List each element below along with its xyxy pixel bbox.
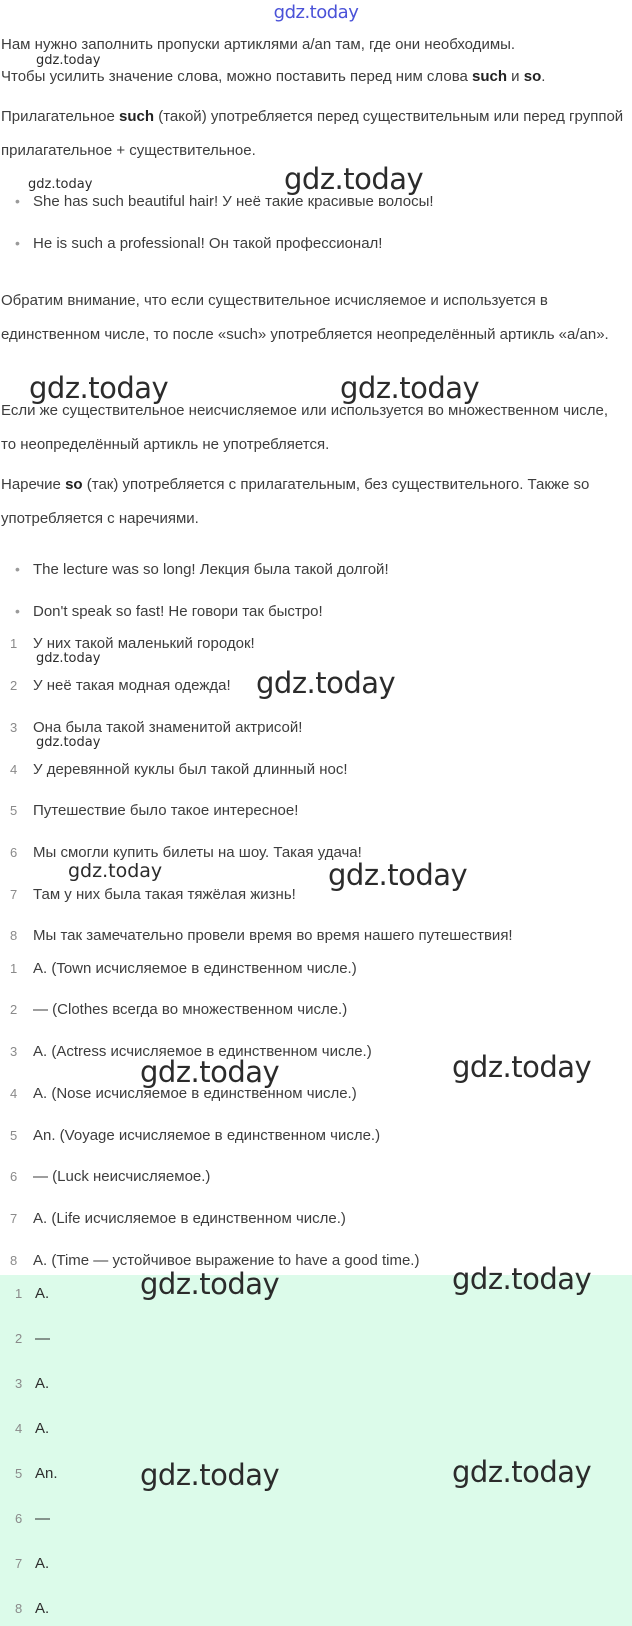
answer-item [15, 1330, 50, 1347]
watermark: gdz.today [256, 666, 396, 700]
translation-item [10, 886, 296, 903]
intro-p2-text: Чтобы усилить значение слова, можно поставить перед ним слова [1, 68, 472, 85]
watermark: gdz.today [36, 53, 101, 68]
bold-so: so [523, 68, 542, 85]
bold-such: such [472, 68, 508, 85]
item-number: 7 [10, 887, 18, 902]
rule-paragraph-2: Если же существительное неисчисляемое или используется во множественном числе, то неопределённый артикль не употребляется. [1, 402, 609, 453]
rule-paragraph-3 [1, 468, 624, 536]
watermark: gdz.today [140, 1267, 280, 1301]
intro-paragraph-1: Нам нужно заполнить пропуски артиклями a/an там, где они необходимы. [1, 36, 516, 53]
answer-item [15, 1555, 49, 1572]
watermark: gdz.today [36, 735, 101, 750]
watermark: gdz.today [284, 162, 424, 196]
answer-item [15, 1375, 49, 1392]
translation-text: Мы так замечательно провели время во время нашего путешествия! [33, 927, 513, 944]
item-number: 7 [15, 1556, 23, 1571]
explanation-item [10, 1168, 210, 1185]
answer-text: A. [35, 1420, 50, 1437]
explanation-item [10, 1210, 346, 1227]
explanation-text: A. (Actress исчисляемое в единственном числе.) [33, 1043, 372, 1060]
item-number: 8 [10, 928, 18, 943]
answer-item [15, 1420, 49, 1437]
translation-text: Мы смогли купить билеты на шоу. Такая удача! [33, 844, 362, 861]
answer-text: A. [35, 1600, 50, 1617]
intro-p2-mid: и [507, 68, 524, 85]
item-number: 2 [15, 1331, 23, 1346]
answer-item [15, 1465, 58, 1482]
bullet-icon: • [15, 235, 20, 251]
explanation-text: — (Clothes всегда во множественном числе.) [33, 1001, 348, 1018]
item-number: 6 [10, 1169, 18, 1184]
rule-p3-text: Наречие [1, 476, 66, 493]
item-number: 8 [10, 1253, 18, 1268]
watermark: gdz.today [452, 1455, 592, 1489]
explanation-text: A. (Town исчисляемое в единственном числе.) [33, 960, 357, 977]
item-number: 2 [10, 678, 18, 693]
item-number: 4 [15, 1421, 23, 1436]
intro-p2-end: . [541, 68, 546, 85]
translation-item [10, 927, 513, 944]
item-number: 3 [15, 1376, 23, 1391]
translation-text: Она была такой знаменитой актрисой! [33, 719, 303, 736]
item-number: 5 [10, 803, 18, 818]
translation-item [10, 719, 302, 736]
answer-text: An. [35, 1465, 58, 1482]
translation-item [10, 802, 298, 819]
item-number: 1 [15, 1286, 23, 1301]
intro-p3-rest: (такой) употребляется перед существительным или перед группой прилагательное + существительное. [1, 108, 624, 159]
example-text: The lecture was so long! Лекция была такой долгой! [33, 561, 389, 578]
item-number: 2 [10, 1002, 18, 1017]
answer-item [15, 1510, 50, 1527]
answer-text: A. [35, 1285, 50, 1302]
watermark: gdz.today [328, 858, 468, 892]
item-number: 7 [10, 1211, 18, 1226]
answer-text: A. [35, 1555, 50, 1572]
explanation-text: A. (Time — устойчивое выражение to have a good time.) [33, 1252, 420, 1269]
watermark: gdz.today [452, 1050, 592, 1084]
bullet-icon: • [15, 193, 20, 209]
item-number: 1 [10, 961, 18, 976]
bullet-icon: • [15, 603, 20, 619]
item-number: 6 [10, 845, 18, 860]
translation-item [10, 844, 362, 861]
translation-item [10, 677, 231, 694]
translation-text: Там у них была такая тяжёлая жизнь! [33, 886, 296, 903]
item-number: 8 [15, 1601, 23, 1616]
example-text: He is such a professional! Он такой профессионал! [33, 235, 383, 252]
translation-item [10, 635, 255, 652]
item-number: 4 [10, 1086, 18, 1101]
item-number: 3 [10, 1044, 18, 1059]
watermark: gdz.today [28, 177, 93, 192]
translation-text: У них такой маленький городок! [33, 635, 255, 652]
translation-item [10, 761, 348, 778]
item-number: 5 [10, 1128, 18, 1143]
site-logo[interactable]: gdz.today [273, 2, 359, 23]
answer-item [15, 1285, 49, 1302]
example-text: She has such beautiful hair! У неё такие красивые волосы! [33, 193, 434, 210]
answer-text: — [35, 1330, 50, 1347]
answer-text: — [35, 1510, 50, 1527]
watermark: gdz.today [29, 371, 169, 405]
explanation-text: An. (Voyage исчисляемое в единственном числе.) [33, 1127, 381, 1144]
bold-so: so [65, 476, 83, 493]
bold-such: such [119, 108, 155, 125]
explanation-item [10, 1127, 380, 1144]
answer-item [15, 1600, 49, 1617]
watermark: gdz.today [340, 371, 480, 405]
translation-text: У неё такая модная одежда! [33, 677, 231, 694]
translation-text: У деревянной куклы был такой длинный нос! [33, 761, 348, 778]
rule-paragraph-1: Обратим внимание, что если существительное исчисляемое и используется в единственном числе, то после «such» употребляется неопределённый артикль «a/an». [1, 292, 609, 343]
watermark: gdz.today [36, 651, 101, 666]
watermark: gdz.today [68, 860, 163, 882]
intro-p3-text: Прилагательное [1, 108, 120, 125]
item-number: 3 [10, 720, 18, 735]
explanation-item [10, 960, 357, 977]
bullet-icon: • [15, 561, 20, 577]
explanation-text: A. (Nose исчисляемое в единственном числе.) [33, 1085, 357, 1102]
explanation-item [10, 1001, 347, 1018]
item-number: 5 [15, 1466, 23, 1481]
watermark: gdz.today [140, 1458, 280, 1492]
item-number: 4 [10, 762, 18, 777]
watermark: gdz.today [452, 1262, 592, 1296]
watermark: gdz.today [140, 1055, 280, 1089]
translation-text: Путешествие было такое интересное! [33, 802, 299, 819]
answer-block [0, 1275, 632, 1626]
example-text: Don't speak so fast! Не говори так быстро! [33, 603, 323, 620]
item-number: 6 [15, 1511, 23, 1526]
explanation-text: — (Luck неисчисляемое.) [33, 1168, 211, 1185]
answer-text: A. [35, 1375, 50, 1392]
item-number: 1 [10, 636, 18, 651]
rule-p3-rest: (так) употребляется с прилагательным, без существительного. Также so употребляется с наречиями. [1, 476, 590, 527]
intro-paragraph-3 [1, 100, 624, 168]
explanation-text: A. (Life исчисляемое в единственном числе.) [33, 1210, 346, 1227]
